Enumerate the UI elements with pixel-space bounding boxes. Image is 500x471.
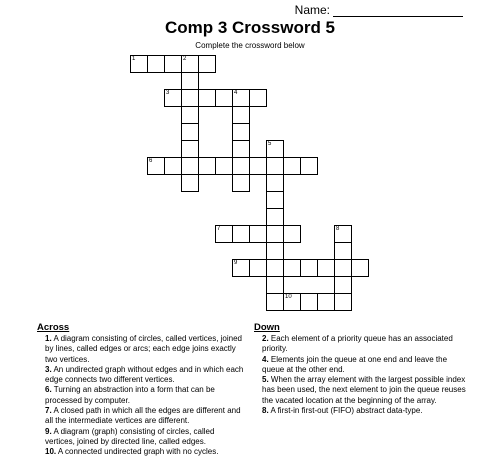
clue-number: 4. <box>262 354 269 364</box>
clue-text: Elements join the queue at one end and leave the queue at the other end. <box>262 354 448 374</box>
across-heading: Across <box>37 322 70 333</box>
crossword-cell[interactable] <box>198 89 216 107</box>
clue-number: 8. <box>262 406 269 416</box>
crossword-cell[interactable] <box>232 157 250 175</box>
crossword-cell[interactable] <box>334 259 352 277</box>
clue-number: 3. <box>45 364 52 374</box>
down-clue <box>254 355 466 376</box>
clue-text: A first-in first-out (FIFO) abstract data-type. <box>268 406 423 416</box>
across-clue <box>37 447 245 457</box>
crossword-cell[interactable] <box>266 140 284 158</box>
clue-text: An undirected graph without edges and in which each edge connects two different vertices. <box>45 364 244 385</box>
crossword-cell[interactable] <box>351 259 369 277</box>
crossword-cell[interactable] <box>181 174 199 192</box>
crossword-cell[interactable] <box>147 157 165 175</box>
crossword-cell[interactable] <box>266 191 284 209</box>
cell-number: 3 <box>166 90 170 96</box>
clue-number: 10. <box>45 447 57 457</box>
crossword-cell[interactable] <box>130 55 148 73</box>
crossword-cell[interactable] <box>232 89 250 107</box>
crossword-cell[interactable] <box>317 259 335 277</box>
clue-text: Each element of a priority queue has an associated priority. <box>262 334 453 354</box>
page-title: Comp 3 Crossword 5 <box>164 18 336 37</box>
clue-text: A closed path in which all the edges are different and all the intermediate vertices are different. <box>45 406 241 426</box>
clue-number: 2. <box>262 334 269 343</box>
page-subtitle: Complete the crossword below <box>195 41 305 50</box>
across-clue <box>37 385 245 406</box>
crossword-cell[interactable] <box>232 140 250 158</box>
crossword-cell[interactable] <box>232 225 250 243</box>
crossword-cell[interactable] <box>334 276 352 294</box>
cell-number: 9 <box>234 260 238 266</box>
crossword-cell[interactable] <box>300 259 318 277</box>
crossword-cell[interactable] <box>181 89 199 107</box>
cell-number: 8 <box>336 226 340 232</box>
down-clue <box>254 334 466 355</box>
crossword-cell[interactable] <box>283 225 301 243</box>
cell-number: 2 <box>183 56 187 62</box>
crossword-cell[interactable] <box>232 123 250 141</box>
across-clue <box>37 334 245 365</box>
crossword-cell[interactable] <box>181 55 199 73</box>
down-clue <box>254 375 466 406</box>
cell-number: 7 <box>217 226 221 232</box>
crossword-cell[interactable] <box>232 259 250 277</box>
cell-number: 10 <box>285 294 292 300</box>
crossword-cell[interactable] <box>266 259 284 277</box>
crossword-cell[interactable] <box>198 55 216 73</box>
down-clue-list <box>254 334 466 416</box>
crossword-cell[interactable] <box>300 293 318 311</box>
crossword-cell[interactable] <box>300 157 318 175</box>
clue-number: 1. <box>45 334 52 343</box>
crossword-cell[interactable] <box>283 157 301 175</box>
clue-text: When the array element with the largest possible index has been used, the next element to join the queue reuses the vacated location at the beginning of the array. <box>262 375 466 405</box>
crossword-cell[interactable] <box>266 174 284 192</box>
crossword-cell[interactable] <box>317 293 335 311</box>
crossword-cell[interactable] <box>266 225 284 243</box>
name-label: Name: <box>294 3 330 17</box>
across-clue <box>37 406 245 427</box>
crossword-cell[interactable] <box>215 89 233 107</box>
crossword-cell[interactable] <box>232 106 250 124</box>
crossword-cell[interactable] <box>164 55 182 73</box>
down-heading: Down <box>254 322 280 333</box>
cell-number: 5 <box>268 141 272 147</box>
crossword-cell[interactable] <box>334 242 352 260</box>
across-clue <box>37 365 245 386</box>
crossword-cell[interactable] <box>266 293 284 311</box>
cell-number: 1 <box>132 56 136 62</box>
crossword-cell[interactable] <box>181 157 199 175</box>
clue-number: 7. <box>45 406 52 416</box>
down-clue <box>254 406 466 416</box>
clue-number: 6. <box>45 385 52 395</box>
down-clues <box>254 322 466 416</box>
crossword-cell[interactable] <box>266 242 284 260</box>
crossword-cell[interactable] <box>334 293 352 311</box>
crossword-cell[interactable] <box>215 157 233 175</box>
crossword-cell[interactable] <box>334 225 352 243</box>
crossword-cell[interactable] <box>181 140 199 158</box>
clue-text: A connected undirected graph with no cycles. <box>56 447 219 457</box>
crossword-cell[interactable] <box>249 225 267 243</box>
crossword-cell[interactable] <box>164 89 182 107</box>
crossword-cell[interactable] <box>249 157 267 175</box>
across-clues <box>37 322 245 458</box>
clue-number: 9. <box>45 426 52 436</box>
clue-text: A diagram (graph) consisting of circles, called vertices, joined by directed line, called edges. <box>45 426 215 446</box>
cell-number: 6 <box>149 158 153 164</box>
crossword-cell[interactable] <box>147 55 165 73</box>
across-clue <box>37 427 245 448</box>
clue-number: 5. <box>262 375 269 385</box>
crossword-cell[interactable] <box>181 106 199 124</box>
crossword-cell[interactable] <box>181 123 199 141</box>
crossword-cell[interactable] <box>266 276 284 294</box>
crossword-cell[interactable] <box>232 174 250 192</box>
crossword-cell[interactable] <box>215 225 233 243</box>
crossword-cell[interactable] <box>249 89 267 107</box>
crossword-cell[interactable] <box>198 157 216 175</box>
cell-number: 4 <box>234 90 238 96</box>
crossword-cell[interactable] <box>249 259 267 277</box>
clue-text: Turning an abstraction into a form that can be processed by computer. <box>45 385 215 405</box>
crossword-cell[interactable] <box>266 208 284 226</box>
clue-text: A diagram consisting of circles, called vertices, joined by lines, called edges or arcs; each edge joins exactly two vertices. <box>45 334 242 364</box>
crossword-cell[interactable] <box>283 259 301 277</box>
crossword-cell[interactable] <box>164 157 182 175</box>
crossword-cell[interactable] <box>266 157 284 175</box>
across-clue-list <box>37 334 245 458</box>
crossword-cell[interactable] <box>181 72 199 90</box>
crossword-cell[interactable] <box>283 293 301 311</box>
